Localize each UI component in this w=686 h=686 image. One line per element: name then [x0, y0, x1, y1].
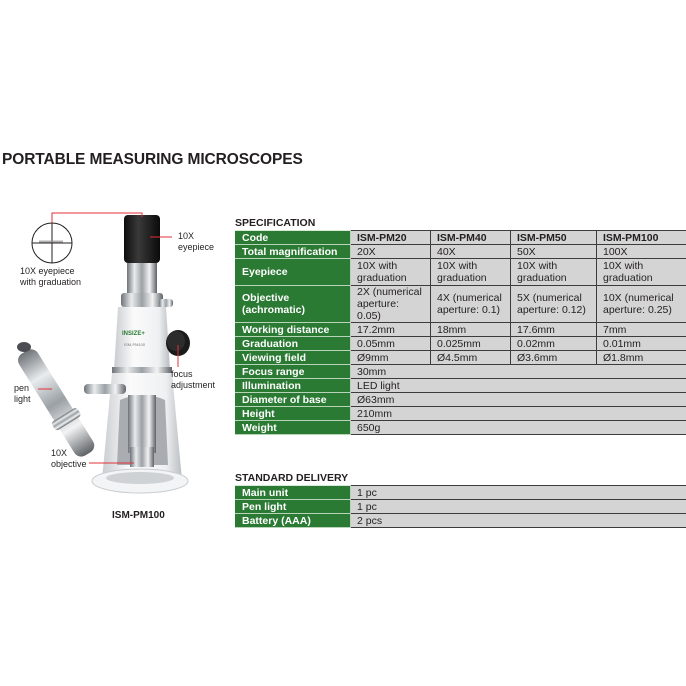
objective-label-line2: objective [51, 459, 87, 469]
table-row [236, 245, 686, 259]
specification-table [235, 230, 686, 435]
cell: 1 pc [351, 486, 686, 500]
pen-light-label-line1: pen [14, 383, 30, 393]
cell: 10X with graduation [597, 259, 686, 286]
svg-text:ISM-PM100: ISM-PM100 [124, 342, 146, 347]
cell: 10X with graduation [431, 259, 511, 286]
table-header-row [236, 231, 686, 245]
cell: Ø4.5mm [431, 351, 511, 365]
cell: 5X (numerical aperture: 0.12) [511, 286, 597, 323]
cell: Ø1.8mm [597, 351, 686, 365]
cell: 210mm [351, 407, 686, 421]
focus-label-line2: adjustment [171, 380, 216, 390]
cell: 0.02mm [511, 337, 597, 351]
cell: 0.05mm [351, 337, 431, 351]
table-row [236, 486, 686, 500]
cell: 17.6mm [511, 323, 597, 337]
row-label: Height [236, 407, 351, 421]
row-label: Diameter of base [236, 393, 351, 407]
row-label: Eyepiece [236, 259, 351, 286]
cell: 17.2mm [351, 323, 431, 337]
table-row [236, 259, 686, 286]
table-row [236, 365, 686, 379]
table-row [236, 500, 686, 514]
table-row [236, 393, 686, 407]
objective-label-line1: 10X [51, 448, 68, 458]
cell: 30mm [351, 365, 686, 379]
eyepiece-label-line2: eyepiece [178, 242, 215, 252]
row-label: Pen light [236, 500, 351, 514]
cell: 100X [597, 245, 686, 259]
cell: 1 pc [351, 500, 686, 514]
cell: Ø63mm [351, 393, 686, 407]
reticle-annotation [20, 266, 81, 288]
row-label: Weight [236, 421, 351, 435]
row-label: Illumination [236, 379, 351, 393]
microscope-figure [0, 195, 230, 525]
delivery-title: STANDARD DELIVERY [235, 472, 349, 484]
model-header: ISM-PM50 [511, 231, 597, 245]
brand-mark: INSIZE+ [122, 331, 145, 337]
delivery-table [235, 485, 686, 528]
table-row [236, 323, 686, 337]
cell: 10X with graduation [511, 259, 597, 286]
cell: 18mm [431, 323, 511, 337]
row-label: Viewing field [236, 351, 351, 365]
header-label: Code [236, 231, 351, 245]
row-label: Graduation [236, 337, 351, 351]
cell: LED light [351, 379, 686, 393]
cell: 0.01mm [597, 337, 686, 351]
cell: 0.025mm [431, 337, 511, 351]
reticle-label-line2: with graduation [20, 277, 82, 287]
row-label: Main unit [236, 486, 351, 500]
cell: 20X [351, 245, 431, 259]
table-row [236, 379, 686, 393]
cell: 4X (numerical aperture: 0.1) [431, 286, 511, 323]
cell: 40X [431, 245, 511, 259]
row-label: Objective (achromatic) [236, 286, 351, 323]
figure-caption: ISM-PM100 [112, 510, 165, 521]
table-row [236, 351, 686, 365]
cell: 2 pcs [351, 514, 686, 528]
cell: 650g [351, 421, 686, 435]
cell: 7mm [597, 323, 686, 337]
page-title: PORTABLE MEASURING MICROSCOPES [2, 151, 303, 168]
eyepiece-annotation [178, 231, 214, 253]
reticle-label-line1: 10X eyepiece [20, 266, 75, 276]
cell: Ø3.6mm [511, 351, 597, 365]
row-label: Total magnification [236, 245, 351, 259]
table-row [236, 286, 686, 323]
focus-annotation [171, 369, 215, 391]
table-row [236, 407, 686, 421]
model-header: ISM-PM20 [351, 231, 431, 245]
table-row [236, 337, 686, 351]
cell: 10X (numerical aperture: 0.25) [597, 286, 686, 323]
cell: Ø9mm [351, 351, 431, 365]
cell: 10X with graduation [351, 259, 431, 286]
table-row [236, 514, 686, 528]
row-label: Battery (AAA) [236, 514, 351, 528]
row-label: Focus range [236, 365, 351, 379]
model-header: ISM-PM40 [431, 231, 511, 245]
pen-light-annotation [14, 383, 31, 405]
cell: 50X [511, 245, 597, 259]
cell: 2X (numerical aperture: 0.05) [351, 286, 431, 323]
focus-label-line1: focus [171, 369, 193, 379]
specification-title: SPECIFICATION [235, 217, 316, 229]
pen-light-label-line2: light [14, 394, 31, 404]
table-row [236, 421, 686, 435]
eyepiece-label-line1: 10X [178, 231, 195, 241]
row-label: Working distance [236, 323, 351, 337]
model-header: ISM-PM100 [597, 231, 686, 245]
objective-annotation [51, 448, 87, 470]
